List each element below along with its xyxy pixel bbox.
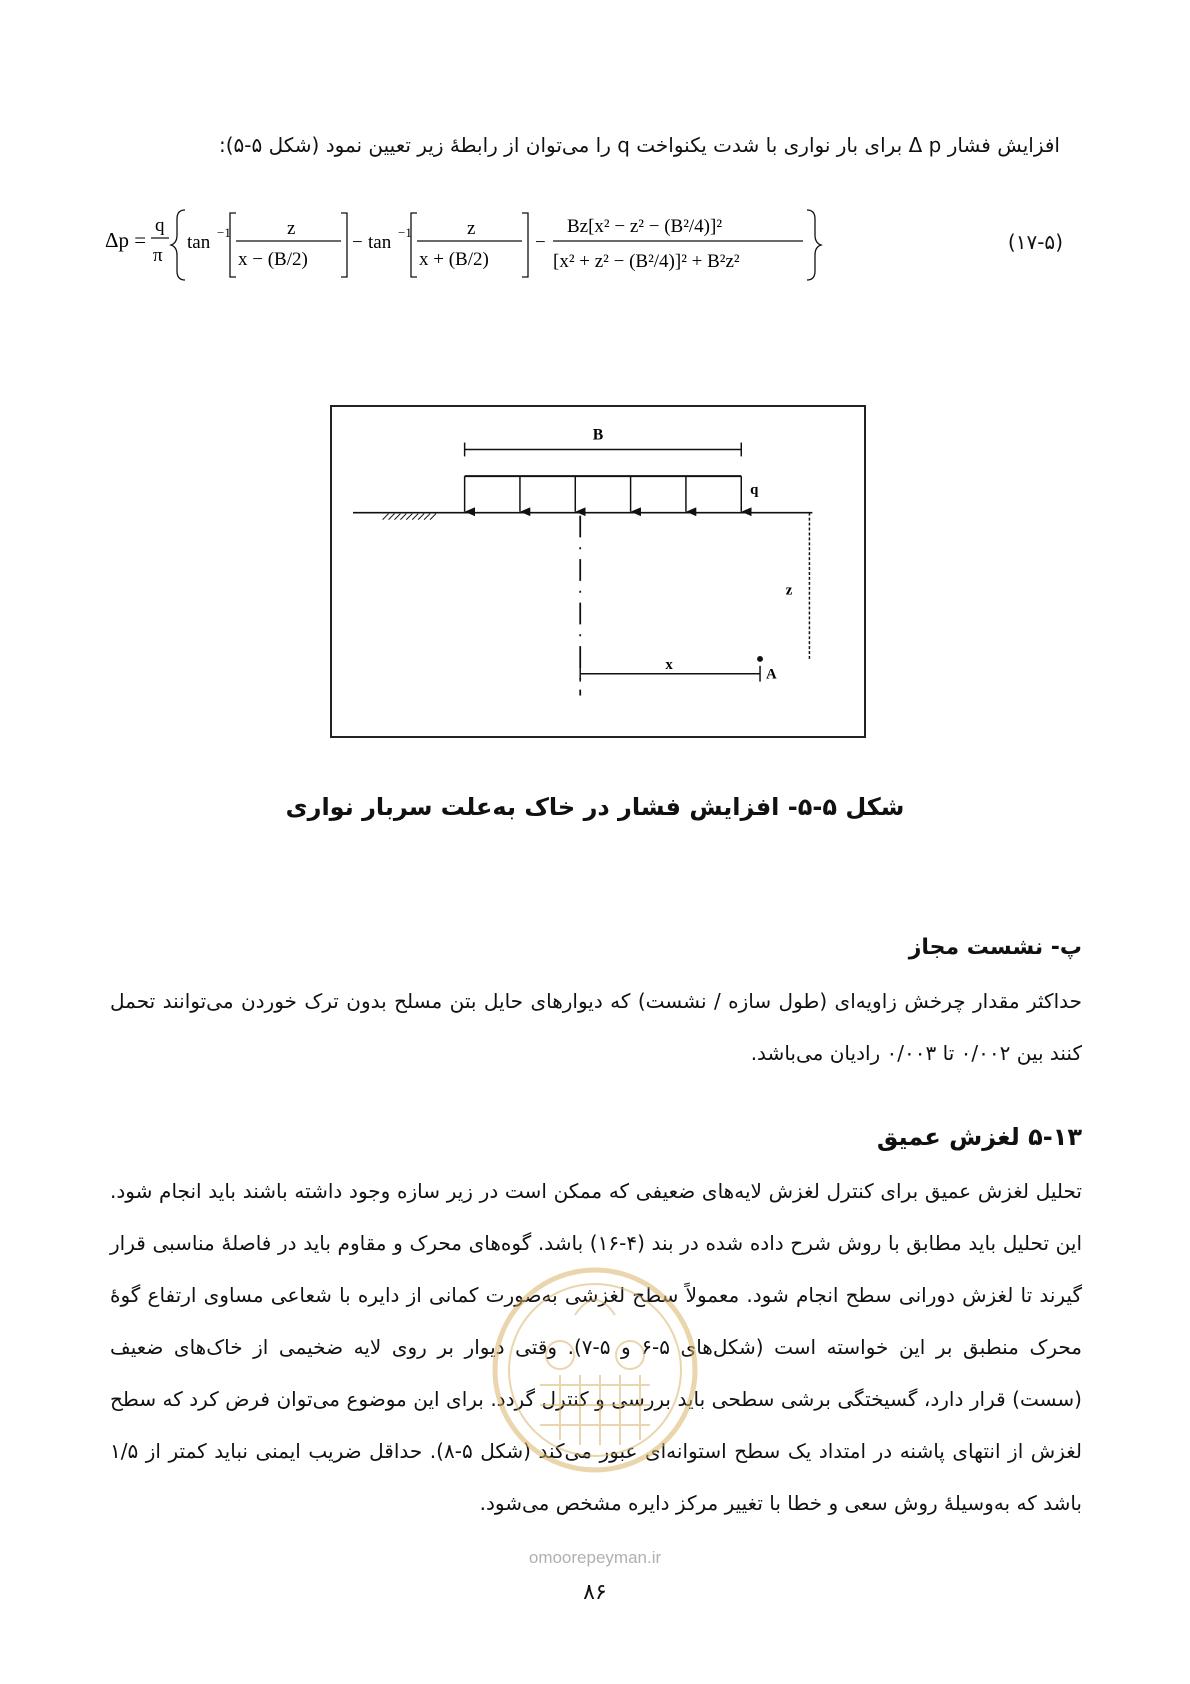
- eq-inv-1: −1: [217, 225, 231, 240]
- eq-pi: π: [153, 245, 163, 266]
- eq-den-3: [x² + z² − (B²/4)]² + B²z²: [553, 251, 740, 272]
- section-13-body: تحلیل لغزش عمیق برای کنترل لغزش لایه‌های ضعیفی که ممکن است در زیر سازه وجود داشته باشند باید انجام شود. این تحلیل باید مطابق با روش شرح داده شده در بند (۴-۱۶) باشد. گوه‌های محرک و مقاوم باید در فاصلهٔ مناسبی قرار گیرند تا لغزش دورانی سطح انجام شود. معمولاً سطح لغزشی به‌صورت کمانی از دایره با شعاعی مساوی ارتفاع گوهٔ محرک منطبق بر این خواسته است (شکل‌های ۵-۶ و ۵-۷). وقتی دیوار بر روی لایه ضخیمی از خاک‌های ضعیف (سست) قرار دارد، گسیختگی برشی سطحی باید بررسی و کنترل گردد. برای این موضوع می‌توان فرض کرد که سطح لغزش از انتهای پاشنه در امتداد یک سطح استوانه‌ای عبور می‌کند (شکل ۵-۸). حداقل ضریب ایمنی نباید کمتر از ۱/۵ باشد که به‌وسیلهٔ روش سعی و خطا با تغییر مرکز دایره مشخص می‌شود.: [110, 1179, 1083, 1515]
- section-p-title: پ- نشست مجاز: [908, 935, 1082, 960]
- eq-minus-1: −: [352, 232, 363, 253]
- eq-q: q: [155, 215, 165, 236]
- eq-den-1: x − (B/2): [238, 249, 308, 270]
- label-A: A: [765, 666, 777, 683]
- watermark-seal: [480, 1255, 710, 1485]
- strip-load-figure: [330, 405, 866, 738]
- label-z: z: [785, 582, 793, 599]
- section-p-body: حداکثر مقدار چرخش زاویه‌ای (طول سازه / نشست) که دیوارهای حایل بتن مسلح بدون ترک خوردن می‌توانند تحمل کنند بین ۰/۰۰۲ تا ۰/۰۰۳ رادیان می‌باشد.: [110, 989, 1082, 1065]
- eq-tan-1: tan: [187, 232, 211, 253]
- eq-inv-2: −1: [398, 225, 412, 240]
- label-x: x: [665, 656, 673, 673]
- page-number: ۸۶: [583, 1580, 607, 1605]
- intro-paragraph: افزایش فشار Δ p برای بار نواری با شدت یکنواخت q را می‌توان از رابطهٔ زیر تعیین نمود (شکل ۵-۵):: [218, 133, 1060, 157]
- watermark-url: omoorepeyman.ir: [528, 1548, 662, 1567]
- eq-den-2: x + (B/2): [419, 249, 489, 270]
- soil-hatch: [383, 514, 436, 520]
- figure-caption: شکل ۵-۵- افزایش فشار در خاک به‌علت سربار نواری: [285, 793, 905, 821]
- equation-number: (۱۷-۵): [1007, 230, 1063, 254]
- point-A: [757, 656, 763, 662]
- eq-tan-2: tan: [368, 232, 392, 253]
- label-B: B: [592, 426, 604, 444]
- label-q: q: [750, 481, 759, 498]
- eq-lhs: Δp =: [105, 228, 147, 252]
- eq-z-1: z: [287, 218, 296, 239]
- section-13-title: ۵-۱۳ لغزش عمیق: [876, 1123, 1082, 1151]
- eq-num-3: Bz[x² − z² − (B²/4)]²: [567, 216, 723, 237]
- equation-17-5: [105, 205, 1065, 285]
- eq-minus-2: −: [535, 232, 546, 253]
- eq-z-2: z: [467, 218, 476, 239]
